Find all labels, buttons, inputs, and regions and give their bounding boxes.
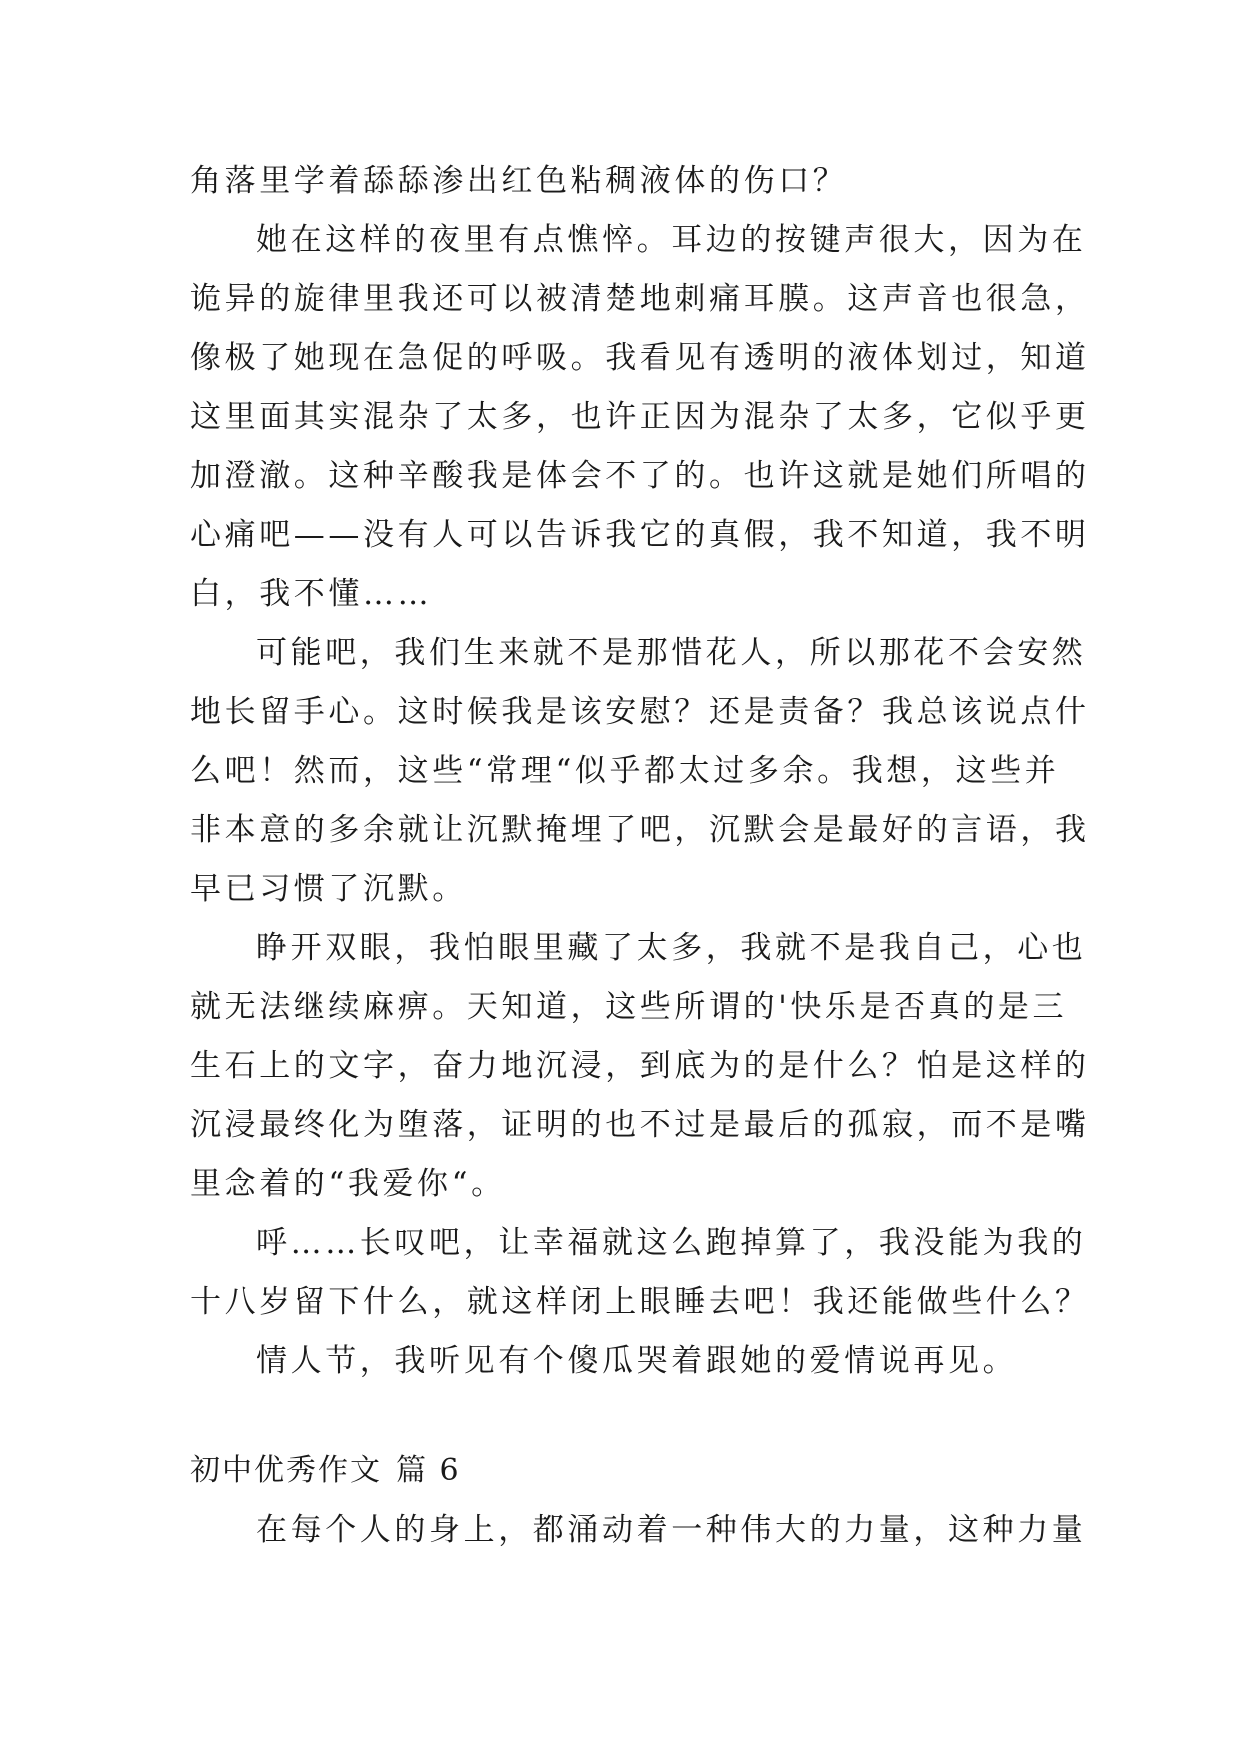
section-heading-number: 篇 6 (396, 1453, 461, 1488)
text-line: 像极了她现在急促的呼吸。我看见有透明的液体划过，知道 (190, 340, 1090, 376)
text-line: 十八岁留下什么，就这样闭上眼睡去吧！我还能做些什么？ (190, 1284, 1090, 1320)
section-gap (190, 1391, 1050, 1441)
section-heading (190, 1441, 1050, 1501)
text-line: 诡异的旋律里我还可以被清楚地刺痛耳膜。这声音也很急， (190, 281, 1090, 317)
text-line: 加澄澈。这种辛酸我是体会不了的。也许这就是她们所唱的 (190, 458, 1090, 494)
text-line: 情人节，我听见有个傻瓜哭着跟她的爱情说再见。 (256, 1343, 1018, 1379)
text-line: 白，我不懂…… (190, 576, 433, 612)
document-body (190, 152, 1090, 1560)
text-line: 早已习惯了沉默。 (190, 871, 467, 907)
text-line: 睁开双眼，我怕眼里藏了太多，我就不是我自己，心也 (256, 930, 1087, 966)
text-line: 地长留手心。这时候我是该安慰？还是责备？我总该说点什 (190, 694, 1090, 730)
text-line: 么吧！然而，这些“常理“似乎都太过多余。我想，这些并 (190, 753, 1060, 789)
text-line: 就无法继续麻痹。天知道，这些所谓的'快乐是否真的是三 (190, 989, 1068, 1025)
text-line: 呼……长叹吧，让幸福就这么跑掉算了，我没能为我的 (256, 1225, 1087, 1261)
text-line: 非本意的多余就让沉默掩埋了吧，沉默会是最好的言语，我 (190, 812, 1090, 848)
text-line: 可能吧，我们生来就不是那惜花人，所以那花不会安然 (256, 635, 1087, 671)
text-line: 这里面其实混杂了太多，也许正因为混杂了太多，它似乎更 (190, 399, 1090, 435)
text-line: 在每个人的身上，都涌动着一种伟大的力量，这种力量 (256, 1512, 1087, 1548)
section-heading-title: 初中优秀作文 (190, 1453, 382, 1488)
text-line: 她在这样的夜里有点憔悴。耳边的按键声很大，因为在 (256, 222, 1087, 258)
text-line: 里念着的“我爱你“。 (190, 1166, 506, 1202)
text-line: 生石上的文字，奋力地沉浸，到底为的是什么？怕是这样的 (190, 1048, 1090, 1084)
text-line: 角落里学着舔舔渗出红色粘稠液体的伤口？ (190, 163, 848, 199)
text-line: 沉浸最终化为堕落，证明的也不过是最后的孤寂，而不是嘴 (190, 1107, 1090, 1143)
text-line: 心痛吧——没有人可以告诉我它的真假，我不知道，我不明 (190, 517, 1090, 553)
